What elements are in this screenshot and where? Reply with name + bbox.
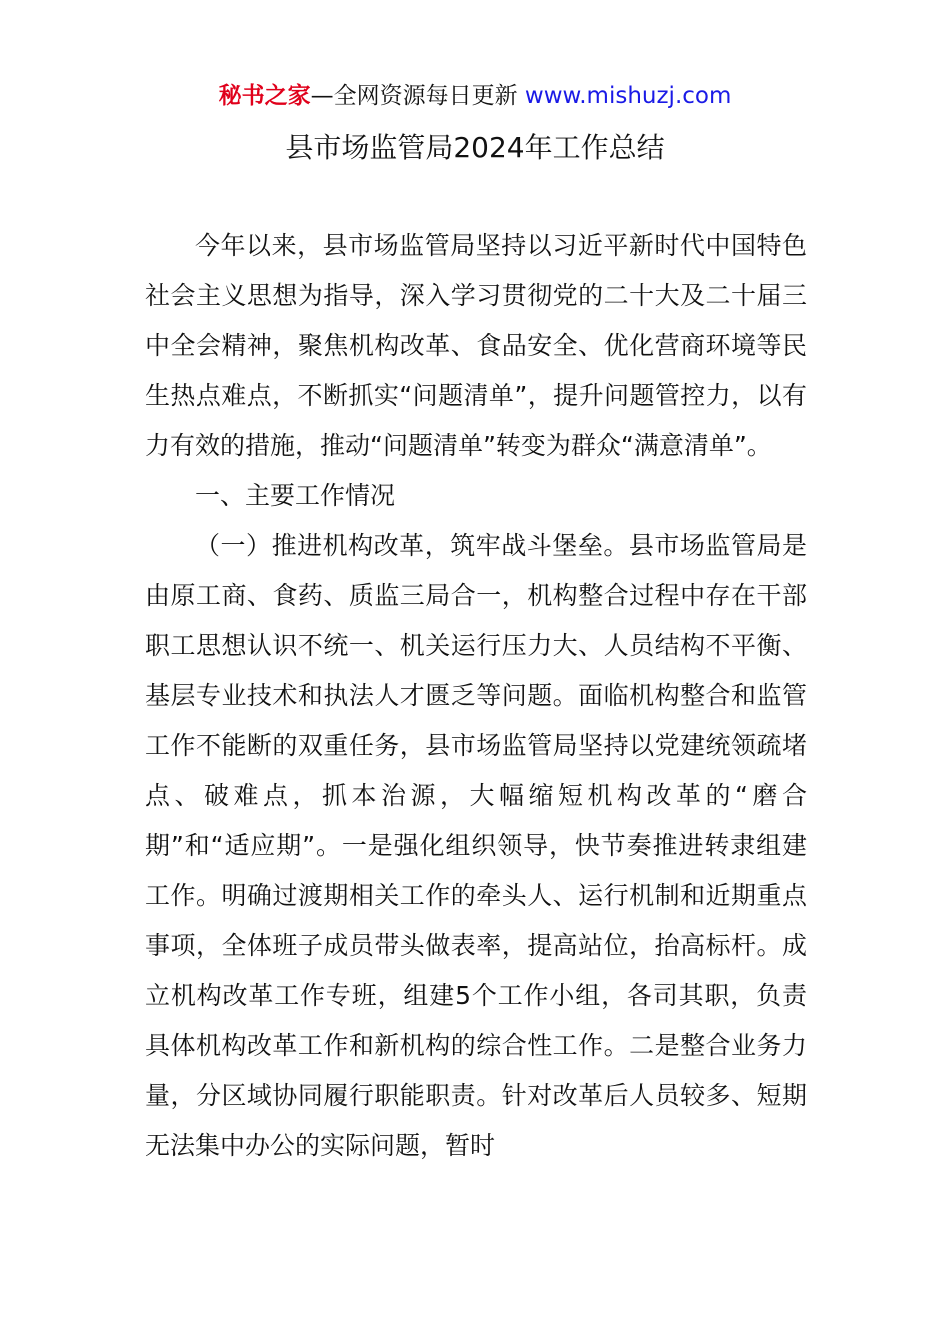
site-url-link[interactable]: www.mishuzj.com [524, 83, 732, 109]
banner-tagline: —全网资源每日更新 [310, 83, 525, 109]
document-body [145, 221, 807, 1171]
document-title: 县市场监管局2024年工作总结 [285, 131, 665, 164]
brand-name: 秘书之家 [218, 83, 311, 109]
intro-paragraph: 今年以来，县市场监管局坚持以习近平新时代中国特色社会主义思想为指导，深入学习贯彻党的二十大及二十届三中全会精神，聚焦机构改革、食品安全、优化营商环境等民生热点难点，不断抓实“问题清单”，提升问题管控力，以有力有效的措施，推动“问题清单”转变为群众“满意清单”。 [145, 231, 807, 460]
section-heading: 一、主要工作情况 [195, 481, 396, 510]
body-paragraph: （一）推进机构改革，筑牢战斗堡垒。县市场监管局是由原工商、食药、质监三局合一，机构整合过程中存在干部职工思想认识不统一、机关运行压力大、人员结构不平衡、基层专业技术和执法人才匮乏等问题。面临机构整合和监管工作不能断的双重任务，县市场监管局坚持以党建统领疏堵点、破难点，抓本治源，大幅缩短机构改革的“磨合期”和“适应期”。一是强化组织领导，快节奏推进转隶组建工作。明确过渡期相关工作的牵头人、运行机制和近期重点事项，全体班子成员带头做表率，提高站位，抬高标杆。成立机构改革工作专班，组建5个工作小组，各司其职，负责具体机构改革工作和新机构的综合性工作。二是整合业务力量，分区域协同履行职能职责。针对改革后人员较多、短期无法集中办公的实际问题，暂时 [145, 531, 807, 1160]
site-banner [0, 80, 950, 112]
